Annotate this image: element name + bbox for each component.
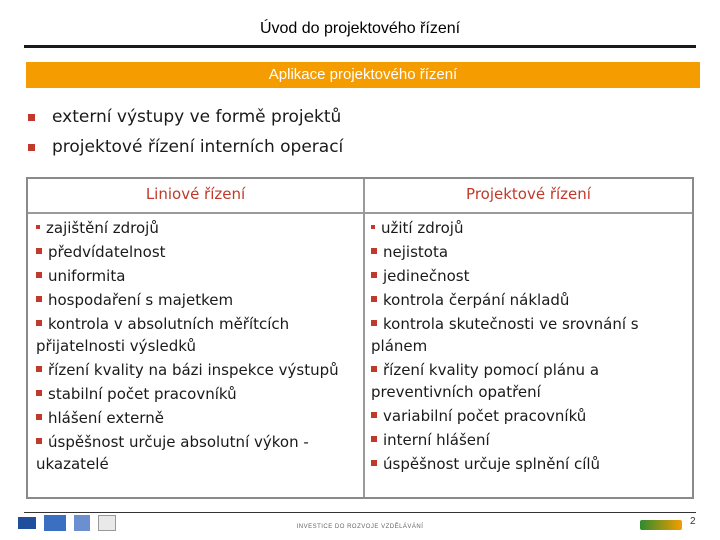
table-header-linear-management: Liniové řízení	[145, 185, 246, 203]
footer-divider	[24, 512, 696, 513]
footer-slogan: INVESTICE DO ROZVOJE VZDĚLÁVÁNÍ	[296, 524, 424, 530]
section-title-bar: Aplikace projektového řízení	[26, 62, 700, 88]
square-bullet-icon	[371, 225, 375, 229]
square-bullet-icon	[371, 366, 377, 372]
list-item: zajištění zdrojů	[36, 217, 358, 239]
header-divider	[24, 45, 696, 48]
list-item: variabilní počet pracovníků	[371, 405, 689, 427]
square-bullet-icon	[371, 412, 377, 418]
list-item: hospodaření s majetkem	[36, 289, 358, 311]
list-item: řízení kvality pomocí plánu a preventivních opatření	[371, 361, 600, 401]
bullet-text: projektové řízení interních operací	[52, 137, 344, 157]
square-bullet-icon	[36, 414, 42, 420]
square-bullet-icon	[36, 225, 40, 229]
square-bullet-icon	[36, 296, 42, 302]
list-item	[28, 132, 343, 162]
square-bullet-icon	[371, 296, 377, 302]
square-bullet-icon	[36, 390, 42, 396]
list-item: kontrola čerpání nákladů	[371, 289, 689, 311]
square-bullet-icon	[36, 366, 42, 372]
list-item: kontrola v absolutních měřítcích přijatelnosti výsledků	[36, 315, 290, 355]
list-item: řízení kvality na bázi inspekce výstupů	[36, 359, 358, 381]
square-bullet-icon	[371, 248, 377, 254]
square-bullet-icon	[371, 436, 377, 442]
bullet-text: externí výstupy ve formě projektů	[52, 107, 342, 127]
square-bullet-icon	[36, 438, 42, 444]
list-item: uniformita	[36, 265, 358, 287]
square-bullet-icon	[28, 144, 35, 151]
comparison-table	[26, 177, 694, 499]
list-item: interní hlášení	[371, 429, 689, 451]
list-item: předvídatelnost	[36, 241, 358, 263]
square-bullet-icon	[28, 114, 35, 121]
list-item	[28, 102, 343, 132]
table-column-divider	[363, 179, 365, 497]
square-bullet-icon	[36, 248, 42, 254]
partner-logo	[640, 520, 682, 530]
table-header-project-management: Projektové řízení	[466, 185, 591, 203]
table-header-divider	[28, 212, 692, 214]
list-item: kontrola skutečnosti ve srovnání s plánem	[371, 315, 639, 355]
page-number: 2	[690, 516, 696, 527]
list-item: úspěšnost určuje absolutní výkon - ukazatelé	[36, 433, 309, 473]
list-item: stabilní počet pracovníků	[36, 383, 358, 405]
list-item: úspěšnost určuje splnění cílů	[371, 453, 689, 475]
square-bullet-icon	[371, 460, 377, 466]
linear-management-list	[36, 217, 358, 477]
list-item: hlášení externě	[36, 407, 358, 429]
square-bullet-icon	[371, 320, 377, 326]
square-bullet-icon	[371, 272, 377, 278]
project-management-list	[371, 217, 689, 477]
list-item: jedinečnost	[371, 265, 689, 287]
list-item: nejistota	[371, 241, 689, 263]
page-title: Úvod do projektového řízení	[259, 20, 461, 37]
square-bullet-icon	[36, 272, 42, 278]
intro-bullet-list	[28, 102, 343, 162]
list-item: užití zdrojů	[371, 217, 689, 239]
square-bullet-icon	[36, 320, 42, 326]
